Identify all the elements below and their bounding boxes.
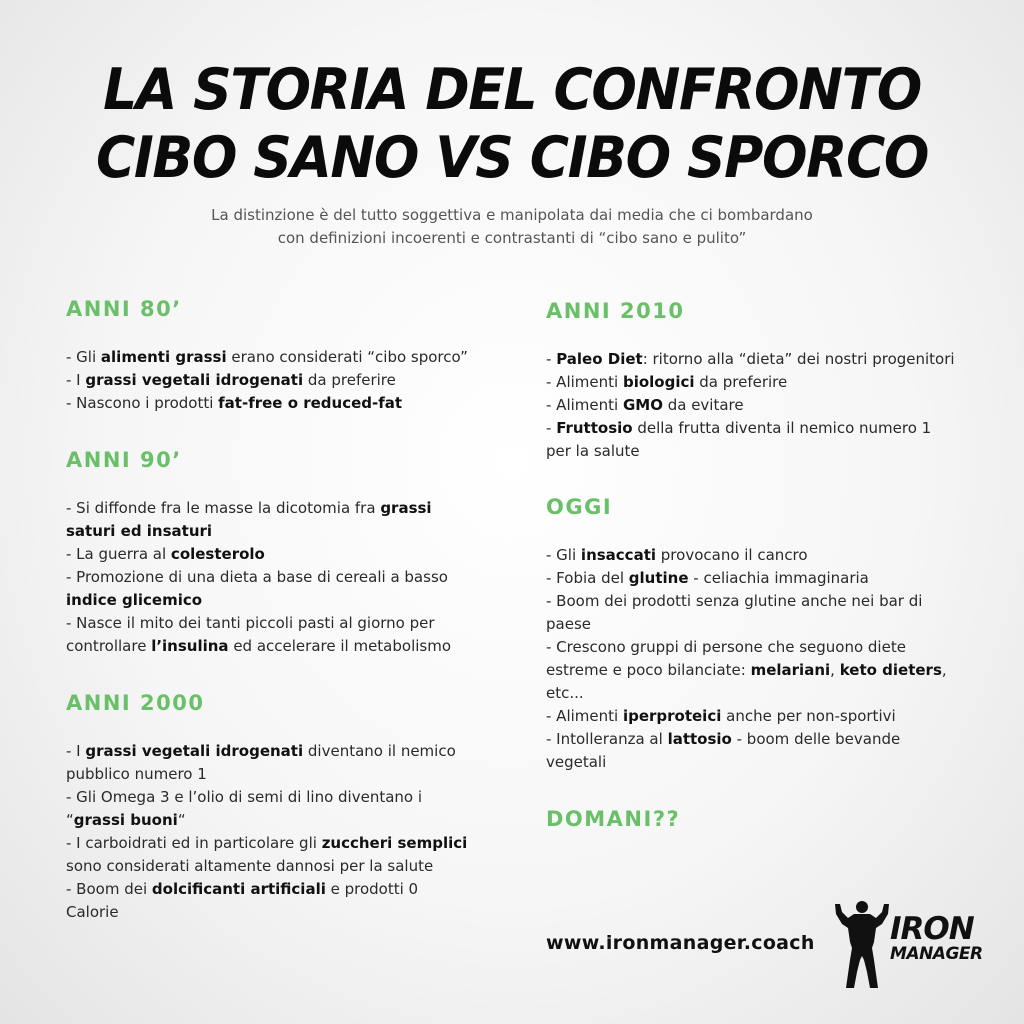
- section-lines: [546, 348, 961, 463]
- text-segment: ,: [941, 661, 947, 679]
- text-segment: - Gli: [546, 546, 581, 564]
- section-heading: ANNI 2000: [66, 691, 205, 715]
- text-segment: Calorie: [66, 903, 119, 921]
- text-segment: - celiachia immaginaria: [688, 569, 869, 587]
- text-segment: : ritorno alla “dieta” dei nostri progenitori: [642, 350, 955, 368]
- section: [546, 296, 961, 463]
- text-line: [546, 659, 961, 682]
- text-segment: - Intolleranza al: [546, 730, 668, 748]
- text-line: [546, 440, 961, 463]
- logo-text: [890, 911, 983, 964]
- text-segment: da preferire: [694, 373, 788, 391]
- text-segment: erano considerati “cibo sporco”: [226, 348, 468, 366]
- section: [546, 804, 961, 834]
- text-line: [546, 705, 961, 728]
- bold-text: l’insulina: [151, 637, 229, 655]
- section-lines: [546, 544, 961, 774]
- text-segment: da evitare: [662, 396, 744, 414]
- bold-text: grassi buoni: [73, 811, 178, 829]
- text-segment: da preferire: [303, 371, 396, 389]
- text-segment: - boom delle bevande: [731, 730, 901, 748]
- text-segment: - I: [66, 742, 86, 760]
- text-segment: - Alimenti: [546, 373, 623, 391]
- text-segment: -: [546, 419, 557, 437]
- text-line: [546, 394, 961, 417]
- text-segment: - Promozione di una dieta a base di cereali a basso: [66, 568, 448, 586]
- section: [66, 294, 481, 415]
- bold-text: GMO: [622, 396, 663, 414]
- text-line: [66, 855, 481, 878]
- subtitle-line-1: La distinzione è del tutto soggettiva e manipolata dai media che ci bombardano: [211, 206, 813, 224]
- subtitle-line-2: con definizioni incoerenti e contrastanti di “cibo sano e pulito”: [277, 229, 747, 247]
- bold-text: colesterolo: [170, 545, 265, 563]
- section-lines: [66, 346, 481, 415]
- bold-text: zuccheri semplici: [321, 834, 468, 852]
- text-segment: vegetali: [546, 753, 607, 771]
- text-line: [546, 728, 961, 751]
- text-line: [546, 348, 961, 371]
- text-segment: ,: [830, 661, 840, 679]
- text-line: [66, 346, 481, 369]
- text-line: [546, 590, 961, 613]
- left-column: [66, 294, 481, 924]
- text-line: [66, 878, 481, 901]
- bold-text: saturi ed insaturi: [66, 522, 213, 540]
- text-line: [546, 417, 961, 440]
- text-line: [66, 809, 481, 832]
- section: [546, 492, 961, 774]
- section-lines: [66, 497, 481, 658]
- bold-text: grassi vegetali idrogenati: [85, 371, 304, 389]
- text-segment: provocano il cancro: [656, 546, 808, 564]
- text-segment: - La guerra al: [66, 545, 171, 563]
- title-line-1: LA STORIA DEL CONFRONTO: [103, 57, 921, 123]
- text-segment: - Gli: [66, 348, 101, 366]
- text-segment: estreme e poco bilanciate:: [546, 661, 751, 679]
- text-segment: - I carboidrati ed in particolare gli: [66, 834, 322, 852]
- bold-text: insaccati: [580, 546, 657, 564]
- text-line: [546, 567, 961, 590]
- section-heading: OGGI: [546, 495, 613, 519]
- text-segment: - Si diffonde fra le masse la dicotomia fra: [66, 499, 381, 517]
- text-line: [66, 901, 481, 924]
- bold-text: Fruttosio: [556, 419, 633, 437]
- text-line: [66, 740, 481, 763]
- text-line: [546, 613, 961, 636]
- text-segment: sono considerati altamente dannosi per la salute: [66, 857, 434, 875]
- page-title: [31, 56, 994, 192]
- section-heading: DOMANI??: [546, 807, 681, 831]
- bold-text: dolcificanti artificiali: [151, 880, 326, 898]
- text-segment: - Alimenti: [546, 707, 623, 725]
- text-line: [66, 543, 481, 566]
- bold-text: biologici: [622, 373, 695, 391]
- text-segment: - Boom dei prodotti senza glutine anche nei bar di: [546, 592, 923, 610]
- right-column: [546, 296, 961, 856]
- text-line: [66, 763, 481, 786]
- text-segment: “: [66, 811, 74, 829]
- bold-text: grassi vegetali idrogenati: [85, 742, 304, 760]
- text-segment: paese: [546, 615, 591, 633]
- section: [66, 688, 481, 924]
- bold-text: keto dieters: [839, 661, 942, 679]
- text-line: [66, 589, 481, 612]
- text-line: [66, 497, 481, 520]
- text-segment: ed accelerare il metabolismo: [228, 637, 452, 655]
- bold-text: Paleo Diet: [556, 350, 643, 368]
- text-line: [66, 635, 481, 658]
- text-segment: - Crescono gruppi di persone che seguono diete: [546, 638, 906, 656]
- text-line: [66, 369, 481, 392]
- bold-text: lattosio: [667, 730, 732, 748]
- text-segment: controllare: [66, 637, 152, 655]
- text-line: [66, 520, 481, 543]
- text-segment: - Nasce il mito dei tanti piccoli pasti al giorno per: [66, 614, 435, 632]
- text-line: [546, 636, 961, 659]
- subtitle: [0, 204, 1024, 250]
- bold-text: indice glicemico: [66, 591, 203, 609]
- section-lines: [66, 740, 481, 924]
- text-segment: “: [177, 811, 186, 829]
- section: [66, 445, 481, 658]
- text-segment: etc...: [546, 684, 584, 702]
- text-line: [546, 682, 961, 705]
- website-link[interactable]: www.ironmanager.coach: [546, 932, 815, 954]
- bold-text: iperproteici: [622, 707, 722, 725]
- text-line: [546, 371, 961, 394]
- bold-text: fat-free o reduced-fat: [218, 394, 403, 412]
- text-line: [66, 566, 481, 589]
- text-line: [66, 786, 481, 809]
- text-segment: - Boom dei: [66, 880, 152, 898]
- section-heading: ANNI 80’: [66, 297, 182, 321]
- logo-line-2: MANAGER: [890, 944, 983, 964]
- text-line: [546, 544, 961, 567]
- text-segment: anche per non-sportivi: [721, 707, 896, 725]
- text-segment: della frutta diventa il nemico numero 1: [632, 419, 932, 437]
- bold-text: grassi: [380, 499, 432, 517]
- text-line: [66, 612, 481, 635]
- bold-text: melariani: [750, 661, 831, 679]
- bold-text: glutine: [628, 569, 689, 587]
- section-heading: ANNI 90’: [66, 448, 182, 472]
- text-line: [546, 751, 961, 774]
- text-segment: - I: [66, 371, 86, 389]
- text-segment: - Gli Omega 3 e l’olio di semi di lino diventano i: [66, 788, 423, 806]
- text-segment: per la salute: [546, 442, 640, 460]
- text-segment: diventano il nemico: [303, 742, 456, 760]
- text-segment: e prodotti 0: [325, 880, 419, 898]
- text-line: [66, 832, 481, 855]
- logo-line-1: IRON: [890, 911, 974, 947]
- title-line-2: CIBO SANO VS CIBO SPORCO: [95, 125, 929, 191]
- text-segment: - Fobia del: [546, 569, 629, 587]
- section-heading: ANNI 2010: [546, 299, 685, 323]
- bodybuilder-silhouette-icon: [832, 898, 892, 990]
- text-segment: - Nascono i prodotti: [66, 394, 219, 412]
- text-segment: pubblico numero 1: [66, 765, 207, 783]
- text-segment: - Alimenti: [546, 396, 623, 414]
- text-segment: -: [546, 350, 557, 368]
- text-line: [66, 392, 481, 415]
- bold-text: alimenti grassi: [100, 348, 227, 366]
- iron-manager-logo: [832, 898, 983, 990]
